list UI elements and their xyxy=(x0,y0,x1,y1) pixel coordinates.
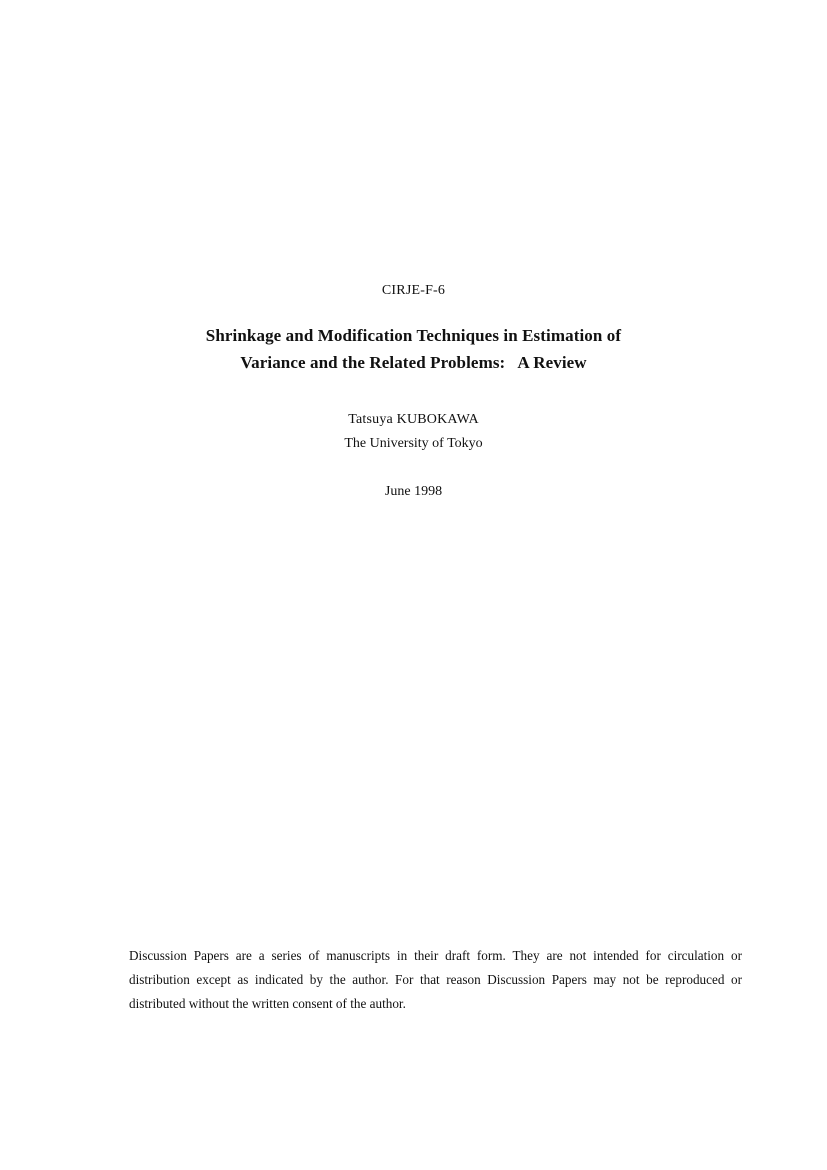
series-id: CIRJE-F-6 xyxy=(381,283,446,298)
disclaimer-notice: Discussion Papers are a series of manuscripts in their draft form. They are not intended for circulation or distribution except as indicated by the author. For that reason Discussion Papers may not be reproduced or distributed without the written consent of the author. xyxy=(129,948,742,1011)
publication-date: June 1998 xyxy=(384,484,443,499)
author-name: Tatsuya KUBOKAWA xyxy=(348,412,479,427)
paper-title-line-1: Shrinkage and Modification Techniques in Estimation of xyxy=(205,326,622,345)
paper-title xyxy=(0,322,827,376)
author-affiliation: The University of Tokyo xyxy=(344,436,483,451)
paper-title-line-2: Variance and the Related Problems: A Review xyxy=(240,353,587,372)
